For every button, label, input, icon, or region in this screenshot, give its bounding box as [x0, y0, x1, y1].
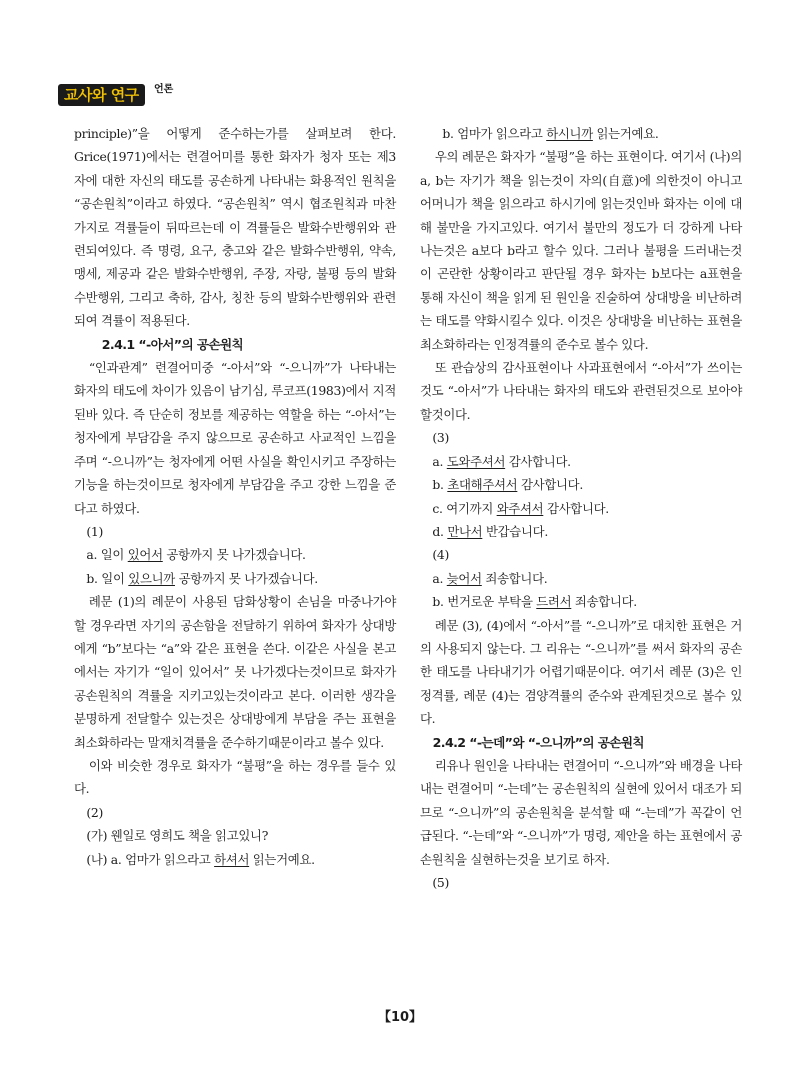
- example-underlined: 있어서: [127, 547, 163, 563]
- example-text: 읽는거예요.: [592, 126, 659, 141]
- example-underlined: 와주셔서: [496, 500, 544, 516]
- example-underlined: 만나서: [447, 523, 483, 539]
- journal-logo-text: 교사와 연구: [58, 84, 145, 106]
- example-number: (5): [432, 875, 450, 890]
- paragraph: 우의 례문은 화자가 “불평”을 하는 표현이다. 여기서 (나)의 a, b는 자기가 책을 읽는것이 자의(自意)에 의한것이 아니고 어머니가 책을 읽으라고 하시기에 읽는것인바 화자는 이에 대해 불만을 가지고있다. 여기서 불만의 정도가 더 강하게 나타나는것은 a보다 b라고 할수 있다. 그러나 불평을 드러내는것이 곤란한 상황이라고 판단될 경우 화자는 b보다는 a표현을 통해 자신이 책을 읽게 된 원인을 진술하여 상대방을 비난하려는 태도를 약화시킬수 있다. 이것은 상대방을 비난하는 표현을 최소화하라는 인정격률의 준수로 볼수 있다.: [420, 149, 742, 352]
- example-underlined: 도와주셔서: [446, 453, 506, 469]
- section-heading-2-4-2: 2.4.2 “-는데”와 “-으니까”의 공손원칙: [432, 734, 644, 750]
- example-text: (나) a. 엄마가 읽으라고: [86, 851, 215, 867]
- example-underlined: 드려서: [536, 594, 572, 610]
- example-line: [420, 473, 742, 496]
- example-number: (2): [86, 804, 104, 820]
- example-underlined: 초대해주셔서: [447, 477, 518, 493]
- example-underlined: 하시니까: [546, 126, 593, 141]
- example-underlined: 있으니까: [128, 570, 175, 586]
- example-line: [420, 122, 742, 145]
- example-line: [420, 450, 742, 473]
- example-line: (가) 웬일로 영희도 책을 읽고있니?: [86, 828, 269, 844]
- section-heading-2-4-1: 2.4.1 “-아서”의 공손원칙: [101, 336, 244, 352]
- paragraph: 리유나 원인을 나타내는 련결어미 “-으니까”와 배경을 나타내는 련결어미 “-는데”는 공손원칙의 실현에 있어서 대조가 되므로 “-으니까”의 공손원칙을 분석할 때 “-는데”가 꼭같이 언급된다. “-는데”와 “-으니까”가 명령, 제안을 하는 표현에서 공손원칙을 실현하는것을 보기로 하자.: [420, 757, 742, 867]
- example-number: (4): [432, 547, 450, 563]
- example-text: b. 일이: [86, 570, 129, 586]
- example-line: [420, 567, 742, 590]
- example-text: 공항까지 못 나가겠습니다.: [174, 570, 318, 586]
- journal-logo: [58, 84, 178, 108]
- example-underlined: 늦어서: [446, 570, 482, 586]
- example-line: [420, 520, 742, 543]
- example-line: [420, 590, 742, 613]
- example-line: [74, 543, 396, 566]
- example-text: b. 번거로운 부탁을: [432, 594, 537, 610]
- example-text: 반갑습니다.: [482, 523, 548, 539]
- paragraph: 례문 (1)의 례문이 사용된 담화상황이 손님을 마중나가야 할 경우라면 자기의 공손함을 전달하기 위하여 화자가 상대방에게 “b”보다는 “a”와 같은 표현을 쓴다. 이같은 사실을 본고에서는 자기가 “일이 있어서” 못 나가겠다는것이므로 화자가 공손원칙의 격률을 지키고있는것이라고 본다. 이러한 생각을 분명하게 전달할수 있는것은 상대방에게 부담을 주는 표현을 최소화하라는 말재치격률을 준수하기때문이라고 볼수 있다.: [74, 594, 396, 750]
- example-text: 감사합니다.: [505, 453, 571, 469]
- example-text: b.: [432, 477, 448, 493]
- example-line: [74, 848, 396, 871]
- example-text: c. 여기까지: [432, 500, 497, 516]
- right-column: [420, 122, 742, 894]
- paragraph: 이와 비슷한 경우로 화자가 “불평”을 하는 경우를 들수 있다.: [74, 757, 396, 797]
- example-number: (3): [432, 430, 450, 446]
- example-underlined: 하셔서: [214, 851, 250, 867]
- example-text: 감사합니다.: [517, 477, 583, 493]
- example-text: b. 엄마가 읽으라고: [442, 126, 547, 141]
- example-text: d.: [432, 523, 448, 539]
- journal-logo-small-text: 언론: [154, 84, 174, 95]
- example-text: 읽는거예요.: [249, 851, 315, 867]
- example-number: (1): [86, 523, 104, 539]
- paragraph: 또 관습상의 감사표현이나 사과표현에서 “-아서”가 쓰이는것도 “-아서”가 나타내는 화자의 태도와 관련된것으로 보아야 할것이다.: [420, 360, 742, 422]
- example-text: 공항까지 못 나가겠습니다.: [162, 547, 306, 563]
- example-text: a.: [432, 453, 447, 469]
- example-line: [74, 567, 396, 590]
- paragraph: 례문 (3), (4)에서 “-아서”를 “-으니까”로 대치한 표현은 거의 사용되지 않는다. 그 리유는 “-으니까”를 써서 화자의 공손한 태도를 나타내기가 어렵기때문이다. 여기서 례문 (3)은 인정격률, 례문 (4)는 겸양격률의 준수와 관계된것으로 볼수 있다.: [420, 617, 742, 727]
- paragraph: “인과관계” 련결어미중 “-아서”와 “-으니까”가 나타내는 화자의 태도에 차이가 있음이 남기심, 루코프(1983)에서 지적된바 있다. 즉 단순히 정보를 제공하는 역할을 하는 “-아서”는 청자에게 부담감을 주지 않으므로 공손하고 사교적인 느낌을 주며 “-으니까”는 청자에게 어떤 사실을 확인시키고 주장하는 기능을 하는것이므로 청자에게 부담감을 주고 강한 느낌을 준다고 하였다.: [74, 360, 396, 516]
- example-text: a.: [432, 570, 447, 586]
- example-text: 죄송합니다.: [571, 594, 637, 610]
- example-line: [420, 497, 742, 520]
- paragraph: principle)”을 어떻게 준수하는가를 살펴보려 한다. Grice(1971)에서는 련결어미를 통한 화자가 청자 또는 제3자에 대한 자신의 태도를 공손하게 나타내는 화용적인 원칙을 “공손원칙”이라고 하였다. “공손원칙” 역시 협조원칙과 마찬가지로 격률들이 뒤따르는데 이 격률들은 발화수반행위와 관련되여있다. 즉 명령, 요구, 충고와 같은 발화수반행위, 약속, 맹세, 제공과 같은 발화수반행위, 주장, 자랑, 불평 등의 발화수반행위, 그리고 축하, 감사, 칭찬 등의 발화수반행위와 관련되여 격률이 적용된다.: [74, 126, 396, 329]
- example-text: 감사합니다.: [543, 500, 609, 516]
- example-text: a. 일이: [86, 547, 128, 563]
- page-number: 【10】: [377, 1010, 423, 1025]
- example-text: 죄송합니다.: [481, 570, 548, 586]
- left-column: [74, 122, 396, 871]
